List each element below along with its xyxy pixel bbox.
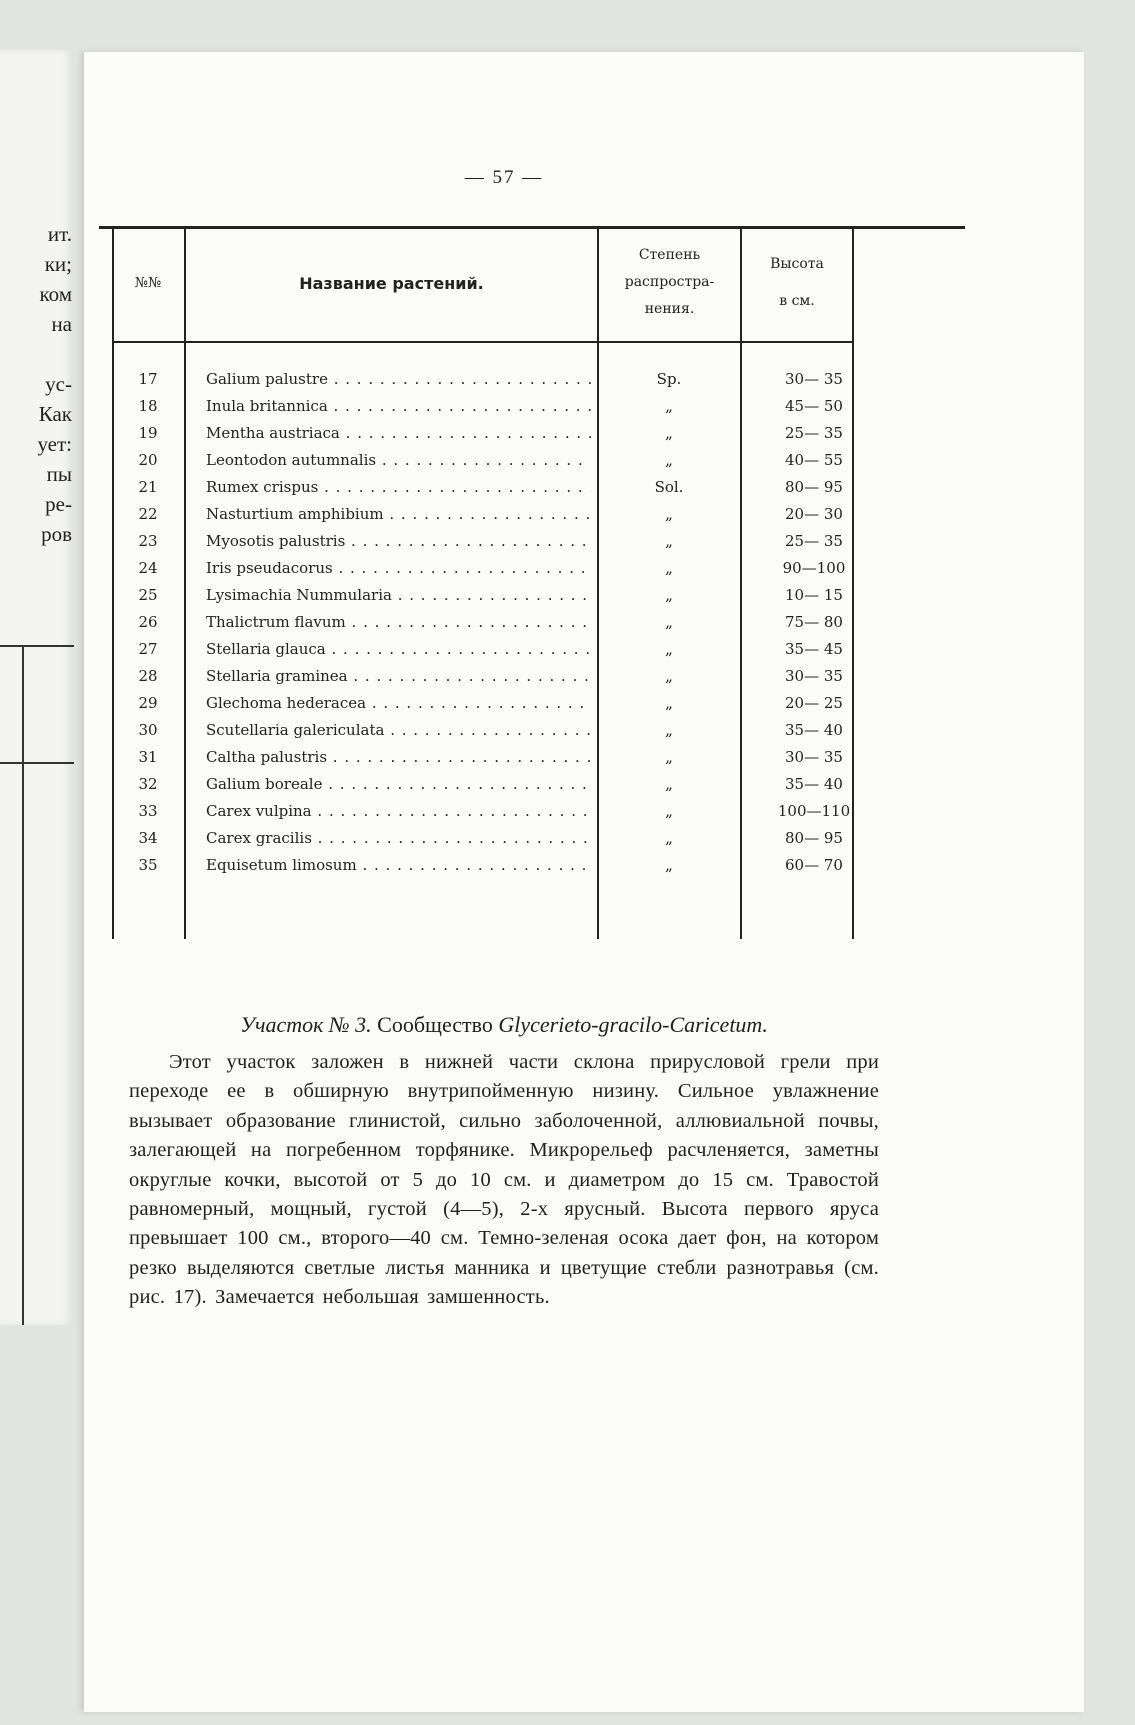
table-row	[104, 474, 944, 501]
left-text-fragment: на	[51, 312, 72, 336]
row-number: 33	[138, 802, 158, 820]
table-row	[104, 555, 944, 582]
row-number: 18	[138, 397, 158, 415]
section-heading	[129, 1012, 879, 1038]
left-table-rule	[22, 647, 24, 1325]
row-number: 35	[138, 856, 158, 874]
table-row	[104, 771, 944, 798]
abundance: Sp.	[656, 370, 682, 388]
abundance: „	[665, 721, 673, 739]
table-row	[104, 366, 944, 393]
table-row	[104, 852, 944, 879]
abundance: „	[665, 586, 673, 604]
row-number: 23	[138, 532, 158, 550]
left-text-fragment: ус-	[45, 372, 72, 396]
row-number: 28	[138, 667, 158, 685]
header-number: №№	[134, 275, 162, 291]
abundance: „	[665, 397, 673, 415]
plant-height: 30— 35	[785, 748, 843, 766]
table-row	[104, 636, 944, 663]
row-number: 17	[138, 370, 158, 388]
table-top-rule	[99, 226, 965, 229]
left-text-fragment: ров	[41, 522, 72, 546]
abundance: „	[665, 856, 673, 874]
table-row	[104, 717, 944, 744]
table-row	[104, 447, 944, 474]
abundance: „	[665, 802, 673, 820]
plant-height: 35— 40	[785, 775, 843, 793]
row-number: 20	[138, 451, 158, 469]
left-text-fragment: Как	[38, 402, 72, 426]
plant-name: Mentha austriaca . . .	[206, 420, 591, 447]
plant-height: 30— 35	[785, 370, 843, 388]
plant-height: 80— 95	[785, 478, 843, 496]
table-header-rule	[112, 341, 854, 343]
abundance: „	[665, 640, 673, 658]
abundance: „	[665, 559, 673, 577]
row-number: 19	[138, 424, 158, 442]
row-number: 21	[138, 478, 158, 496]
abundance: „	[665, 505, 673, 523]
plant-name: Caltha palustris . . .	[206, 744, 591, 771]
row-number: 24	[138, 559, 158, 577]
community-word: Сообщество	[371, 1012, 499, 1037]
plant-name: Lysimachia Nummularia . . .	[206, 582, 591, 609]
community-name: Glycerieto-gracilo-Caricetum.	[498, 1012, 768, 1037]
left-text-fragment: пы	[46, 462, 72, 486]
plant-name: Stellaria glauca . . .	[206, 636, 591, 663]
abundance: „	[665, 613, 673, 631]
table-row	[104, 528, 944, 555]
row-number: 22	[138, 505, 158, 523]
header-plant-name: Название растений.	[299, 274, 484, 293]
plant-name: Inula britannica . . .	[206, 393, 591, 420]
plant-name: Myosotis palustris . . .	[206, 528, 591, 555]
header-degree-line: Степень	[638, 247, 701, 263]
abundance: „	[665, 748, 673, 766]
row-number: 30	[138, 721, 158, 739]
plant-height: 20— 25	[785, 694, 843, 712]
row-number: 32	[138, 775, 158, 793]
plant-name: Iris pseudacorus . . .	[206, 555, 591, 582]
plant-name: Thalictrum flavum . . .	[206, 609, 591, 636]
plant-height: 90—100	[782, 559, 846, 577]
plant-height: 100—110	[777, 802, 851, 820]
header-height-line: Высота	[770, 256, 824, 272]
table-row	[104, 798, 944, 825]
plant-name: Stellaria graminea . . .	[206, 663, 591, 690]
plant-height: 25— 35	[785, 424, 843, 442]
plant-name: Leontodon autumnalis . . .	[206, 447, 591, 474]
table-row	[104, 825, 944, 852]
plot-label: Участок № 3.	[240, 1012, 372, 1037]
page-number: — 57 —	[464, 167, 544, 188]
table-row	[104, 420, 944, 447]
plant-name: Galium palustre . . .	[206, 366, 591, 393]
plant-name: Scutellaria galericulata . . .	[206, 717, 591, 744]
left-text-fragment: ует:	[37, 432, 72, 456]
plant-height: 40— 55	[785, 451, 843, 469]
plant-height: 45— 50	[785, 397, 843, 415]
abundance: „	[665, 775, 673, 793]
plant-height: 30— 35	[785, 667, 843, 685]
row-number: 26	[138, 613, 158, 631]
plant-name: Glechoma hederacea . . .	[206, 690, 591, 717]
table-row	[104, 609, 944, 636]
plant-height: 60— 70	[785, 856, 843, 874]
header-degree-line: распростра-	[624, 274, 715, 290]
left-page-fragment	[0, 50, 74, 1325]
abundance: „	[665, 694, 673, 712]
header-degree-line: нения.	[644, 301, 695, 317]
plant-name: Rumex crispus . . .	[206, 474, 591, 501]
plant-height: 80— 95	[785, 829, 843, 847]
row-number: 27	[138, 640, 158, 658]
left-table-rule	[0, 762, 74, 764]
plant-height: 35— 45	[785, 640, 843, 658]
plant-name: Equisetum limosum . . .	[206, 852, 591, 879]
section-text	[129, 1012, 879, 1313]
row-number: 34	[138, 829, 158, 847]
header-height-line: в см.	[779, 293, 815, 309]
table-row	[104, 744, 944, 771]
plant-height: 10— 15	[785, 586, 843, 604]
plant-height: 75— 80	[785, 613, 843, 631]
plant-name: Carex vulpina . . .	[206, 798, 591, 825]
abundance: „	[665, 424, 673, 442]
abundance: Sol.	[654, 478, 684, 496]
left-text-fragment: ком	[39, 282, 72, 306]
abundance: „	[665, 667, 673, 685]
row-number: 31	[138, 748, 158, 766]
abundance: „	[665, 532, 673, 550]
species-table	[104, 226, 944, 986]
section-paragraph: Этот участок заложен в нижней части склона прирусловой грели при переходе ее в обширную внутрипойменную низину. Сильное увлажнение вызывает образование глинистой, сильно заболоченной, аллювиальной почвы, залегающей на погребенном торфянике. Микрорельеф расчленяется, заметны округлые кочки, высотой от 5 до 10 см. и диаметром до 15 см. Травостой равномерный, мощный, густой (4—5), 2-х ярусный. Высота первого яруса превышает 100 см., второго—40 см. Темно-зеленая осока дает фон, на котором резко выделяются светлые листья манника и цветущие стебли разнотравья (см. рис. 17). Замечается небольшая замшенность.	[129, 1051, 879, 1309]
document-page	[84, 52, 1084, 1712]
left-text-fragment: ки;	[44, 252, 72, 276]
table-row	[104, 690, 944, 717]
abundance: „	[665, 451, 673, 469]
left-text-fragment: ре-	[45, 492, 72, 516]
plant-height: 25— 35	[785, 532, 843, 550]
plant-name: Nasturtium amphibium . . .	[206, 501, 591, 528]
row-number: 29	[138, 694, 158, 712]
left-text-fragment: ит.	[47, 222, 72, 246]
table-row	[104, 663, 944, 690]
plant-name: Galium boreale . . .	[206, 771, 591, 798]
abundance: „	[665, 829, 673, 847]
table-row	[104, 501, 944, 528]
plant-height: 35— 40	[785, 721, 843, 739]
table-row	[104, 393, 944, 420]
plant-height: 20— 30	[785, 505, 843, 523]
left-table-rule	[0, 645, 74, 647]
table-row	[104, 582, 944, 609]
row-number: 25	[138, 586, 158, 604]
plant-name: Carex gracilis . . .	[206, 825, 591, 852]
